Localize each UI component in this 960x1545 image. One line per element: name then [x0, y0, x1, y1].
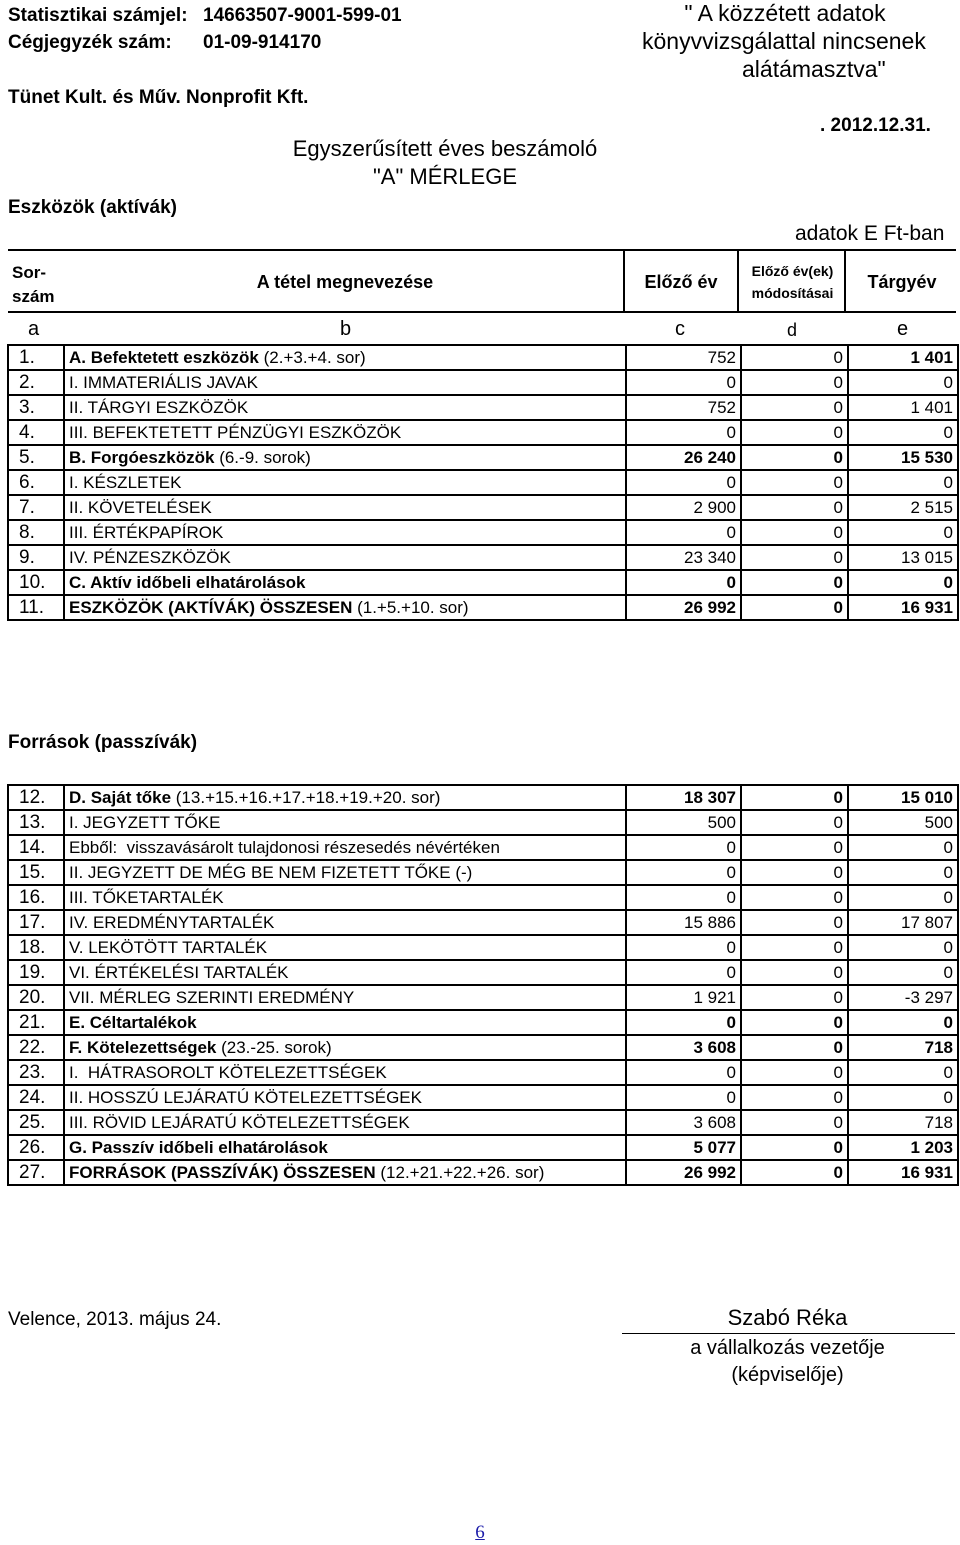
row-label-detail: VII. MÉRLEG SZERINTI EREDMÉNY — [69, 988, 355, 1007]
modification-value: 0 — [741, 595, 848, 620]
row-number: 22. — [8, 1035, 64, 1060]
row-label — [64, 420, 626, 445]
row-label-main: A. Befektetett eszközök — [69, 348, 259, 367]
letter-c: c — [675, 318, 685, 340]
row-label-detail: III. ÉRTÉKPAPÍROK — [69, 523, 224, 542]
row-label-main: B. Forgóeszközök — [69, 448, 215, 467]
modification-value: 0 — [741, 420, 848, 445]
table-row — [8, 595, 958, 620]
row-label-detail: IV. EREDMÉNYTARTALÉK — [69, 913, 275, 932]
row-label — [64, 570, 626, 595]
table-row — [8, 520, 958, 545]
row-label — [64, 1085, 626, 1110]
table-row — [8, 935, 958, 960]
header-divider-3 — [844, 251, 846, 311]
row-number: 27. — [8, 1160, 64, 1185]
current-year-value: 0 — [848, 935, 958, 960]
row-label-main: C. Aktív időbeli elhatárolások — [69, 573, 306, 592]
modification-value: 0 — [741, 785, 848, 810]
row-label — [64, 345, 626, 370]
table-row — [8, 810, 958, 835]
modification-value: 0 — [741, 370, 848, 395]
row-label — [64, 445, 626, 470]
row-label — [64, 810, 626, 835]
current-year-value: 0 — [848, 470, 958, 495]
stat-number-value: 14663507-9001-599-01 — [203, 5, 402, 26]
stat-number-label: Statisztikai számjel: — [8, 5, 188, 26]
previous-year-value: 752 — [626, 395, 741, 420]
assets-table — [7, 344, 959, 621]
table-row — [8, 835, 958, 860]
modification-value: 0 — [741, 935, 848, 960]
table-row — [8, 885, 958, 910]
table-row — [8, 345, 958, 370]
previous-year-value: 18 307 — [626, 785, 741, 810]
current-year-value: 0 — [848, 1060, 958, 1085]
current-year-value: 16 931 — [848, 1160, 958, 1185]
row-number: 23. — [8, 1060, 64, 1085]
previous-year-value: 2 900 — [626, 495, 741, 520]
row-label-detail: II. HOSSZÚ LEJÁRATÚ KÖTELEZETTSÉGEK — [69, 1088, 422, 1107]
row-label-detail: I. IMMATERIÁLIS JAVAK — [69, 373, 258, 392]
row-label-detail: (2.+3.+4. sor) — [258, 348, 366, 367]
previous-year-value: 0 — [626, 885, 741, 910]
row-label-main: D. Saját tőke — [69, 788, 172, 807]
column-prev-header: Előző év — [644, 272, 718, 292]
row-label-detail: (13.+15.+16.+17.+18.+19.+20. sor) — [171, 788, 441, 807]
row-number: 1. — [8, 345, 64, 370]
previous-year-value: 0 — [626, 1060, 741, 1085]
previous-year-value: 0 — [626, 960, 741, 985]
current-year-value: 1 401 — [848, 395, 958, 420]
row-number: 8. — [8, 520, 64, 545]
modification-value: 0 — [741, 810, 848, 835]
modification-value: 0 — [741, 1085, 848, 1110]
current-year-value: 0 — [848, 885, 958, 910]
modification-value: 0 — [741, 395, 848, 420]
previous-year-value: 26 992 — [626, 595, 741, 620]
previous-year-value: 1 921 — [626, 985, 741, 1010]
modification-value: 0 — [741, 860, 848, 885]
row-label — [64, 520, 626, 545]
signer-role-1: a vállalkozás vezetője — [690, 1337, 885, 1359]
company-name: Tünet Kult. és Műv. Nonprofit Kft. — [8, 87, 309, 108]
row-label — [64, 545, 626, 570]
table-row — [8, 395, 958, 420]
row-number: 21. — [8, 1010, 64, 1035]
current-year-value: 0 — [848, 420, 958, 445]
row-label-detail: (23.-25. sorok) — [216, 1038, 332, 1057]
modification-value: 0 — [741, 885, 848, 910]
row-label — [64, 495, 626, 520]
row-label — [64, 935, 626, 960]
modification-value: 0 — [741, 1135, 848, 1160]
row-label-detail: VI. ÉRTÉKELÉSI TARTALÉK — [69, 963, 289, 982]
page-number[interactable]: 6 — [475, 1522, 485, 1543]
previous-year-value: 0 — [626, 1010, 741, 1035]
current-year-value: 0 — [848, 520, 958, 545]
previous-year-value: 0 — [626, 1085, 741, 1110]
column-curr-header: Tárgyév — [867, 272, 937, 292]
table-row — [8, 1135, 958, 1160]
row-number: 12. — [8, 785, 64, 810]
row-label-main: ESZKÖZÖK (AKTÍVÁK) ÖSSZESEN — [69, 598, 353, 617]
current-year-value: 1 203 — [848, 1135, 958, 1160]
row-number: 17. — [8, 910, 64, 935]
row-label-detail: III. TŐKETARTALÉK — [69, 888, 224, 907]
row-label-detail: (6.-9. sorok) — [214, 448, 311, 467]
table-row — [8, 570, 958, 595]
column-no-line-1: Sor- — [12, 263, 46, 282]
row-label-detail: (12.+21.+22.+26. sor) — [375, 1163, 545, 1182]
disclaimer-line-1: " A közzétett adatok — [684, 0, 886, 26]
previous-year-value: 26 240 — [626, 445, 741, 470]
row-label-detail: II. KÖVETELÉSEK — [69, 498, 212, 517]
row-label-detail: III. RÖVID LEJÁRATÚ KÖTELEZETTSÉGEK — [69, 1113, 410, 1132]
row-label-detail: V. LEKÖTÖTT TARTALÉK — [69, 938, 268, 957]
row-label-detail: I. JEGYZETT TŐKE — [69, 813, 221, 832]
row-number: 2. — [8, 370, 64, 395]
row-label-detail: III. BEFEKTETETT PÉNZÜGYI ESZKÖZÖK — [69, 423, 402, 442]
modification-value: 0 — [741, 1035, 848, 1060]
table-row — [8, 1110, 958, 1135]
table-row — [8, 545, 958, 570]
row-number: 3. — [8, 395, 64, 420]
report-subtitle: "A" MÉRLEGE — [373, 164, 517, 189]
row-label — [64, 885, 626, 910]
signature-line — [622, 1333, 955, 1334]
header-bottom-rule — [8, 311, 956, 313]
previous-year-value: 3 608 — [626, 1110, 741, 1135]
row-label — [64, 910, 626, 935]
row-label-detail: I. KÉSZLETEK — [69, 473, 182, 492]
row-label — [64, 370, 626, 395]
current-year-value: 0 — [848, 835, 958, 860]
row-label — [64, 785, 626, 810]
letter-a: a — [28, 318, 40, 340]
header-top-rule — [8, 249, 956, 251]
current-year-value: 2 515 — [848, 495, 958, 520]
modification-value: 0 — [741, 910, 848, 935]
modification-value: 0 — [741, 570, 848, 595]
row-number: 4. — [8, 420, 64, 445]
row-label — [64, 835, 626, 860]
row-label-detail: (1.+5.+10. sor) — [352, 598, 469, 617]
row-number: 24. — [8, 1085, 64, 1110]
previous-year-value: 5 077 — [626, 1135, 741, 1160]
modification-value: 0 — [741, 835, 848, 860]
row-label — [64, 1160, 626, 1185]
row-label — [64, 985, 626, 1010]
row-label — [64, 595, 626, 620]
column-mod-line-2: módosításai — [751, 285, 834, 301]
modification-value: 0 — [741, 1010, 848, 1035]
previous-year-value: 752 — [626, 345, 741, 370]
table-row — [8, 495, 958, 520]
current-year-value: 0 — [848, 860, 958, 885]
row-number: 6. — [8, 470, 64, 495]
previous-year-value: 0 — [626, 860, 741, 885]
current-year-value: -3 297 — [848, 985, 958, 1010]
table-row — [8, 1010, 958, 1035]
table-row — [8, 445, 958, 470]
column-name-header: A tétel megnevezése — [256, 272, 434, 292]
row-number: 19. — [8, 960, 64, 985]
letter-e: e — [897, 318, 909, 340]
signer-role-2: (képviselője) — [731, 1364, 844, 1386]
row-number: 18. — [8, 935, 64, 960]
assets-section-title: Eszközök (aktívák) — [8, 197, 177, 218]
table-row — [8, 785, 958, 810]
liabilities-section-title: Források (passzívák) — [8, 732, 198, 753]
modification-value: 0 — [741, 470, 848, 495]
previous-year-value: 3 608 — [626, 1035, 741, 1060]
place-and-date: Velence, 2013. május 24. — [8, 1309, 222, 1330]
column-no-line-2: szám — [12, 287, 55, 306]
row-number: 10. — [8, 570, 64, 595]
modification-value: 0 — [741, 1060, 848, 1085]
row-label — [64, 1035, 626, 1060]
header-divider-1 — [623, 251, 625, 311]
registry-number-label: Cégjegyzék szám: — [8, 32, 172, 53]
table-row — [8, 1035, 958, 1060]
current-year-value: 13 015 — [848, 545, 958, 570]
table-row — [8, 1085, 958, 1110]
table-row — [8, 470, 958, 495]
header-divider-2 — [737, 251, 739, 311]
row-label-main: FORRÁSOK (PASSZÍVÁK) ÖSSZESEN — [69, 1163, 376, 1182]
table-row — [8, 910, 958, 935]
modification-value: 0 — [741, 545, 848, 570]
current-year-value: 0 — [848, 1010, 958, 1035]
row-number: 14. — [8, 835, 64, 860]
liabilities-table — [7, 784, 959, 1186]
previous-year-value: 15 886 — [626, 910, 741, 935]
previous-year-value: 0 — [626, 835, 741, 860]
row-label-detail: Ebből: visszavásárolt tulajdonosi részesedés névértéken — [69, 838, 500, 857]
report-title: Egyszerűsített éves beszámoló — [292, 136, 598, 161]
modification-value: 0 — [741, 1160, 848, 1185]
row-label — [64, 395, 626, 420]
row-number: 9. — [8, 545, 64, 570]
table-row — [8, 1060, 958, 1085]
previous-year-value: 500 — [626, 810, 741, 835]
row-label — [64, 1135, 626, 1160]
row-label-detail: II. TÁRGYI ESZKÖZÖK — [69, 398, 249, 417]
row-number: 26. — [8, 1135, 64, 1160]
current-year-value: 718 — [848, 1035, 958, 1060]
table-row — [8, 860, 958, 885]
modification-value: 0 — [741, 445, 848, 470]
current-year-value: 500 — [848, 810, 958, 835]
row-number: 16. — [8, 885, 64, 910]
previous-year-value: 0 — [626, 470, 741, 495]
row-label-main: F. Kötelezettségek — [69, 1038, 217, 1057]
current-year-value: 0 — [848, 960, 958, 985]
row-label-detail: IV. PÉNZESZKÖZÖK — [69, 548, 231, 567]
current-year-value: 15 530 — [848, 445, 958, 470]
column-mod-line-1: Előző év(ek) — [751, 263, 834, 279]
current-year-value: 15 010 — [848, 785, 958, 810]
row-label — [64, 470, 626, 495]
row-number: 11. — [8, 595, 64, 620]
current-year-value: 718 — [848, 1110, 958, 1135]
current-year-value: 16 931 — [848, 595, 958, 620]
row-number: 5. — [8, 445, 64, 470]
row-number: 7. — [8, 495, 64, 520]
row-label — [64, 1010, 626, 1035]
balance-date: . 2012.12.31. — [820, 115, 931, 136]
modification-value: 0 — [741, 1110, 848, 1135]
row-label-detail: II. JEGYZETT DE MÉG BE NEM FIZETETT TŐKE (-) — [69, 863, 473, 882]
table-row — [8, 370, 958, 395]
registry-number-value: 01-09-914170 — [203, 32, 322, 53]
previous-year-value: 26 992 — [626, 1160, 741, 1185]
previous-year-value: 23 340 — [626, 545, 741, 570]
disclaimer-line-2: könyvvizsgálattal nincsenek — [642, 28, 926, 54]
previous-year-value: 0 — [626, 520, 741, 545]
modification-value: 0 — [741, 960, 848, 985]
disclaimer-line-3: alátámasztva" — [742, 56, 886, 82]
table-row — [8, 960, 958, 985]
row-number: 13. — [8, 810, 64, 835]
row-label-main: G. Passzív időbeli elhatárolások — [69, 1138, 328, 1157]
row-label-main: E. Céltartalékok — [69, 1013, 197, 1032]
row-label — [64, 960, 626, 985]
current-year-value: 17 807 — [848, 910, 958, 935]
row-label-detail: I. HÁTRASOROLT KÖTELEZETTSÉGEK — [69, 1063, 387, 1082]
row-label — [64, 1110, 626, 1135]
current-year-value: 0 — [848, 1085, 958, 1110]
row-number: 20. — [8, 985, 64, 1010]
previous-year-value: 0 — [626, 935, 741, 960]
current-year-value: 1 401 — [848, 345, 958, 370]
modification-value: 0 — [741, 985, 848, 1010]
modification-value: 0 — [741, 345, 848, 370]
modification-value: 0 — [741, 495, 848, 520]
table-row — [8, 1160, 958, 1185]
letter-b: b — [340, 318, 352, 340]
row-label — [64, 860, 626, 885]
table-row — [8, 985, 958, 1010]
unit-label: adatok E Ft-ban — [795, 222, 945, 245]
current-year-value: 0 — [848, 370, 958, 395]
signer-name: Szabó Réka — [727, 1305, 848, 1330]
letter-d: d — [787, 320, 798, 340]
table-row — [8, 420, 958, 445]
row-number: 15. — [8, 860, 64, 885]
row-label — [64, 1060, 626, 1085]
modification-value: 0 — [741, 520, 848, 545]
row-number: 25. — [8, 1110, 64, 1135]
previous-year-value: 0 — [626, 370, 741, 395]
previous-year-value: 0 — [626, 570, 741, 595]
previous-year-value: 0 — [626, 420, 741, 445]
current-year-value: 0 — [848, 570, 958, 595]
